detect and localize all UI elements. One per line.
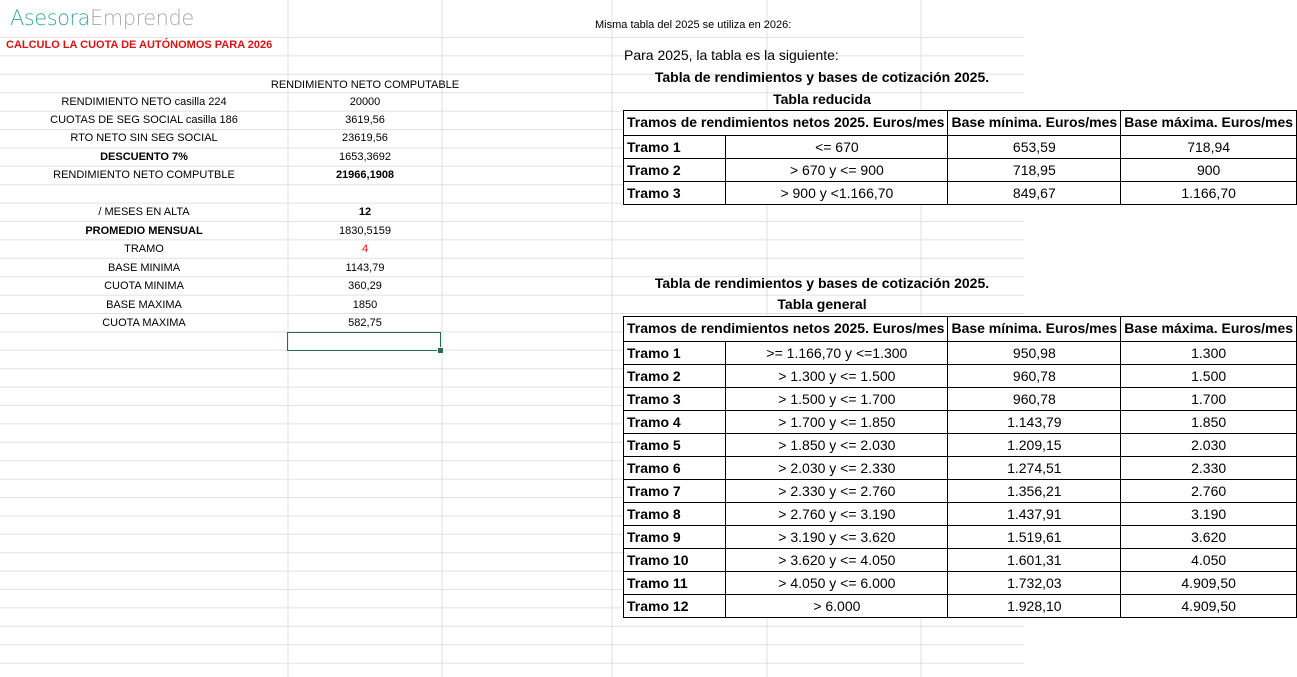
tramo-cell: Tramo 1 bbox=[624, 341, 726, 364]
tramo-cell: Tramo 4 bbox=[624, 410, 726, 433]
calc-label-base-maxima[interactable]: BASE MAXIMA bbox=[106, 299, 182, 311]
base-minima-cell: 960,78 bbox=[948, 364, 1121, 387]
table-row bbox=[624, 364, 1297, 387]
table-row bbox=[624, 548, 1297, 571]
reducida-caption: Tabla de rendimientos y bases de cotización 2025. bbox=[654, 69, 990, 85]
table-row bbox=[624, 525, 1297, 548]
tabla-general bbox=[623, 316, 1297, 618]
table-row bbox=[624, 571, 1297, 594]
range-cell: > 900 y <1.166,70 bbox=[726, 181, 948, 204]
base-maxima-cell: 3.620 bbox=[1121, 525, 1297, 548]
table-header-row bbox=[624, 111, 1297, 136]
base-minima-cell: 1.437,91 bbox=[948, 502, 1121, 525]
calc-column-header: RENDIMIENTO NETO COMPUTABLE bbox=[270, 79, 460, 91]
base-maxima-cell: 1.700 bbox=[1121, 387, 1297, 410]
base-maxima-cell: 1.500 bbox=[1121, 364, 1297, 387]
table-row bbox=[624, 135, 1297, 158]
range-cell: > 2.330 y <= 2.760 bbox=[726, 479, 948, 502]
general-subcaption: Tabla general bbox=[777, 296, 867, 312]
table-row bbox=[624, 502, 1297, 525]
calc-value-descuento[interactable]: 1653,3692 bbox=[339, 151, 391, 163]
calc-label-cuota-minima[interactable]: CUOTA MINIMA bbox=[104, 280, 184, 292]
base-maxima-cell: 2.030 bbox=[1121, 433, 1297, 456]
range-cell: <= 670 bbox=[726, 135, 948, 158]
tramo-cell: Tramo 7 bbox=[624, 479, 726, 502]
base-minima-cell: 960,78 bbox=[948, 387, 1121, 410]
calc-label-descuento[interactable]: DESCUENTO 7% bbox=[100, 151, 188, 163]
tramo-cell: Tramo 9 bbox=[624, 525, 726, 548]
calc-value-base-minima[interactable]: 1143,79 bbox=[345, 262, 385, 274]
base-maxima-cell: 4.050 bbox=[1121, 548, 1297, 571]
tramo-cell: Tramo 11 bbox=[624, 571, 726, 594]
table-row bbox=[624, 456, 1297, 479]
calc-label-cuota-maxima[interactable]: CUOTA MAXIMA bbox=[102, 317, 186, 329]
calc-value-meses-alta[interactable]: 12 bbox=[358, 206, 372, 218]
calc-value-promedio-mensual[interactable]: 1830,5159 bbox=[339, 225, 391, 237]
base-minima-cell: 653,59 bbox=[948, 135, 1121, 158]
base-maxima-cell: 900 bbox=[1121, 158, 1297, 181]
base-minima-cell: 1.274,51 bbox=[948, 456, 1121, 479]
calc-value-rendimiento-computable[interactable]: 21966,1908 bbox=[335, 169, 395, 181]
range-cell: > 1.850 y <= 2.030 bbox=[726, 433, 948, 456]
base-minima-cell: 1.356,21 bbox=[948, 479, 1121, 502]
header-tramos: Tramos de rendimientos netos 2025. Euros/mes bbox=[624, 317, 948, 342]
header-base-minima: Base mínima. Euros/mes bbox=[948, 317, 1121, 342]
base-minima-cell: 849,67 bbox=[948, 181, 1121, 204]
header-base-maxima: Base máxima. Euros/mes bbox=[1121, 111, 1297, 136]
table-row bbox=[624, 410, 1297, 433]
tramo-cell: Tramo 5 bbox=[624, 433, 726, 456]
note-same-table[interactable]: Misma tabla del 2025 se utiliza en 2026: bbox=[595, 19, 792, 31]
table-row bbox=[624, 387, 1297, 410]
base-maxima-cell: 1.850 bbox=[1121, 410, 1297, 433]
base-maxima-cell: 718,94 bbox=[1121, 135, 1297, 158]
calc-value-rto-neto-sin-seg[interactable]: 23619,56 bbox=[342, 132, 388, 144]
tramo-cell: Tramo 10 bbox=[624, 548, 726, 571]
range-cell: > 3.190 y <= 3.620 bbox=[726, 525, 948, 548]
tabla-reducida bbox=[623, 110, 1297, 205]
selected-cell[interactable] bbox=[287, 332, 441, 351]
table-row bbox=[624, 594, 1297, 617]
calc-value-base-maxima[interactable]: 1850 bbox=[352, 299, 378, 311]
base-minima-cell: 1.209,15 bbox=[948, 433, 1121, 456]
range-cell: > 3.620 y <= 4.050 bbox=[726, 548, 948, 571]
base-maxima-cell: 1.300 bbox=[1121, 341, 1297, 364]
header-tramos: Tramos de rendimientos netos 2025. Euros/mes bbox=[624, 111, 948, 136]
calc-value-cuotas-seg-social[interactable]: 3619,56 bbox=[345, 114, 385, 126]
base-minima-cell: 1.519,61 bbox=[948, 525, 1121, 548]
base-maxima-cell: 4.909,50 bbox=[1121, 571, 1297, 594]
base-maxima-cell: 1.166,70 bbox=[1121, 181, 1297, 204]
base-minima-cell: 950,98 bbox=[948, 341, 1121, 364]
tramo-cell: Tramo 8 bbox=[624, 502, 726, 525]
intro-text: Para 2025, la tabla es la siguiente: bbox=[624, 47, 839, 63]
calc-label-promedio-mensual[interactable]: PROMEDIO MENSUAL bbox=[85, 225, 203, 237]
calc-label-base-minima[interactable]: BASE MINIMA bbox=[107, 262, 181, 274]
header-base-maxima: Base máxima. Euros/mes bbox=[1121, 317, 1297, 342]
table-row bbox=[624, 341, 1297, 364]
asesora-emprende-logo: AsesoraEmprende bbox=[10, 6, 194, 30]
table-header-row bbox=[624, 317, 1297, 342]
range-cell: > 6.000 bbox=[726, 594, 948, 617]
base-minima-cell: 1.143,79 bbox=[948, 410, 1121, 433]
base-minima-cell: 718,95 bbox=[948, 158, 1121, 181]
range-cell: > 4.050 y <= 6.000 bbox=[726, 571, 948, 594]
calc-value-cuota-maxima[interactable]: 582,75 bbox=[348, 317, 382, 329]
range-cell: >= 1.166,70 y <=1.300 bbox=[726, 341, 948, 364]
range-cell: > 2.760 y <= 3.190 bbox=[726, 502, 948, 525]
table-row bbox=[624, 479, 1297, 502]
calc-label-meses-alta[interactable]: / MESES EN ALTA bbox=[98, 206, 190, 218]
tramo-cell: Tramo 1 bbox=[624, 135, 726, 158]
calc-label-rto-neto-sin-seg[interactable]: RTO NETO SIN SEG SOCIAL bbox=[70, 132, 218, 144]
base-minima-cell: 1.601,31 bbox=[948, 548, 1121, 571]
calc-label-rendimiento-computable[interactable]: RENDIMIENTO NETO COMPUTBLE bbox=[53, 169, 235, 181]
table-row bbox=[624, 181, 1297, 204]
calc-value-cuota-minima[interactable]: 360,29 bbox=[348, 280, 382, 292]
tramo-cell: Tramo 2 bbox=[624, 158, 726, 181]
base-minima-cell: 1.732,03 bbox=[948, 571, 1121, 594]
table-row bbox=[624, 158, 1297, 181]
table-row bbox=[624, 433, 1297, 456]
calc-value-rendimiento-neto[interactable]: 20000 bbox=[349, 96, 381, 108]
reducida-subcaption: Tabla reducida bbox=[773, 91, 871, 107]
general-caption: Tabla de rendimientos y bases de cotización 2025. bbox=[654, 275, 990, 291]
calc-value-tramo[interactable]: 4 bbox=[361, 243, 369, 255]
calc-label-tramo[interactable]: TRAMO bbox=[124, 243, 164, 255]
tramo-cell: Tramo 6 bbox=[624, 456, 726, 479]
header-base-minima: Base mínima. Euros/mes bbox=[948, 111, 1121, 136]
base-maxima-cell: 3.190 bbox=[1121, 502, 1297, 525]
base-maxima-cell: 4.909,50 bbox=[1121, 594, 1297, 617]
range-cell: > 1.300 y <= 1.500 bbox=[726, 364, 948, 387]
base-minima-cell: 1.928,10 bbox=[948, 594, 1121, 617]
tramo-cell: Tramo 12 bbox=[624, 594, 726, 617]
calc-label-rendimiento-neto[interactable]: RENDIMIENTO NETO casilla 224 bbox=[61, 96, 227, 108]
range-cell: > 1.700 y <= 1.850 bbox=[726, 410, 948, 433]
range-cell: > 670 y <= 900 bbox=[726, 158, 948, 181]
range-cell: > 1.500 y <= 1.700 bbox=[726, 387, 948, 410]
tramo-cell: Tramo 3 bbox=[624, 181, 726, 204]
tramo-cell: Tramo 2 bbox=[624, 364, 726, 387]
base-maxima-cell: 2.760 bbox=[1121, 479, 1297, 502]
calc-label-cuotas-seg-social[interactable]: CUOTAS DE SEG SOCIAL casilla 186 bbox=[50, 114, 238, 126]
range-cell: > 2.030 y <= 2.330 bbox=[726, 456, 948, 479]
base-maxima-cell: 2.330 bbox=[1121, 456, 1297, 479]
calc-title: CALCULO LA CUOTA DE AUTÓNOMOS PARA 2026 bbox=[6, 39, 273, 51]
tramo-cell: Tramo 3 bbox=[624, 387, 726, 410]
